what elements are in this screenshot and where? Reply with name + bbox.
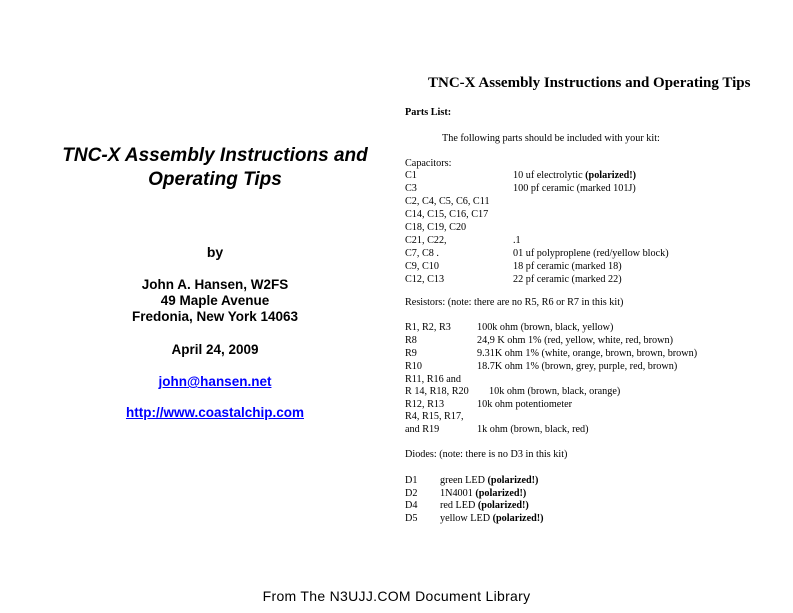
part-desc: 22 pf ceramic (marked 22) [513,274,622,285]
list-item [405,248,785,261]
cover-date: April 24, 2009 [171,342,259,357]
part-desc: 1N4001 [440,488,473,499]
part-desc: 10 uf electrolytic [513,170,583,181]
list-item [405,513,785,526]
part-ref: C21, C22, [405,235,447,246]
footer-library-credit: From The N3UJJ.COM Document Library [262,588,531,604]
part-ref: C12, C13 [405,274,445,285]
cover-street: 49 Maple Avenue [160,293,270,308]
list-item [405,274,785,287]
list-item [405,261,785,274]
part-ref: C7, C8 . [405,248,439,259]
list-item [405,183,785,196]
part-ref: and R19 [405,424,440,435]
email-link-text[interactable]: john@hansen.net [158,374,272,389]
part-ref: R8 [405,335,417,346]
part-desc: 100k ohm (brown, black, yellow) [477,322,614,333]
cover-city: Fredonia, New York 14063 [131,309,299,324]
part-desc: green LED [440,475,485,486]
diodes-heading: Diodes: (note: there is no D3 in this kit) [405,449,568,460]
part-ref: R10 [405,361,422,372]
list-item [405,424,785,437]
part-ref: C3 [405,183,417,194]
part-ref: R1, R2, R3 [405,322,451,333]
list-item [405,235,785,248]
part-desc: .1 [513,235,521,246]
part-desc: yellow LED [440,513,491,524]
part-desc: 1k ohm (brown, black, red) [477,424,589,435]
list-item [405,411,785,424]
part-ref: R9 [405,348,417,359]
list-item [405,322,785,335]
polarized-note: (polarized!) [585,170,637,181]
list-item [405,222,785,235]
part-desc: 18 pf ceramic (marked 18) [513,261,622,272]
cover-title-line-1: TNC-X Assembly Instructions and [62,145,368,166]
part-ref: R11, R16 and [405,374,461,385]
part-desc: 24,9 K ohm 1% (red, yellow, white, red, brown) [477,335,673,346]
part-desc: 10k ohm potentiometer [477,399,573,410]
part-ref: R 14, R18, R20 [405,386,469,397]
part-ref: C9, C10 [405,261,439,272]
resistors-heading: Resistors: (note: there are no R5, R6 or R7 in this kit) [405,297,624,308]
part-ref: D2 [405,488,418,499]
part-ref: D5 [405,513,418,524]
polarized-note: (polarized!) [492,513,544,524]
part-ref: D4 [405,500,418,511]
part-desc: red LED [440,500,476,511]
email-link[interactable] [30,374,400,389]
part-desc: 10k ohm (brown, black, orange) [489,386,621,397]
polarized-note: (polarized!) [477,500,529,511]
polarized-note: (polarized!) [475,488,527,499]
cover-title-line-2: Operating Tips [148,169,282,190]
part-desc: 100 pf ceramic (marked 101J) [513,183,636,194]
part-ref: C2, C4, C5, C6, C11 [405,196,490,207]
part-ref: D1 [405,475,418,486]
list-item [405,386,785,399]
list-item [405,335,785,348]
cover-by: by [206,244,224,260]
list-item [405,361,785,374]
part-ref: C14, C15, C16, C17 [405,209,489,220]
parts-intro: The following parts should be included with your kit: [442,133,660,144]
list-item [405,209,785,222]
list-item [405,196,785,209]
part-desc: 18.7K ohm 1% (brown, grey, purple, red, brown) [477,361,678,372]
capacitors-heading: Capacitors: [405,158,452,169]
part-ref: R12, R13 [405,399,445,410]
website-link[interactable] [30,405,400,420]
list-item [405,500,785,513]
part-desc: 9.31K ohm 1% (white, orange, brown, brown, brown) [477,348,698,359]
website-link-text[interactable]: http://www.coastalchip.com [125,405,305,420]
cover-title [30,144,400,192]
page-title: TNC-X Assembly Instructions and Operating Tips [428,75,751,91]
list-item [405,170,785,183]
list-item [405,475,785,488]
cover-author: John A. Hansen, W2FS [141,277,289,292]
part-ref: C1 [405,170,417,181]
part-desc: 01 uf polyproplene (red/yellow block) [513,248,669,259]
part-ref: R4, R15, R17, [405,411,464,422]
part-ref: C18, C19, C20 [405,222,467,233]
polarized-note: (polarized!) [487,475,539,486]
parts-list-heading: Parts List: [405,107,452,118]
list-item [405,348,785,361]
